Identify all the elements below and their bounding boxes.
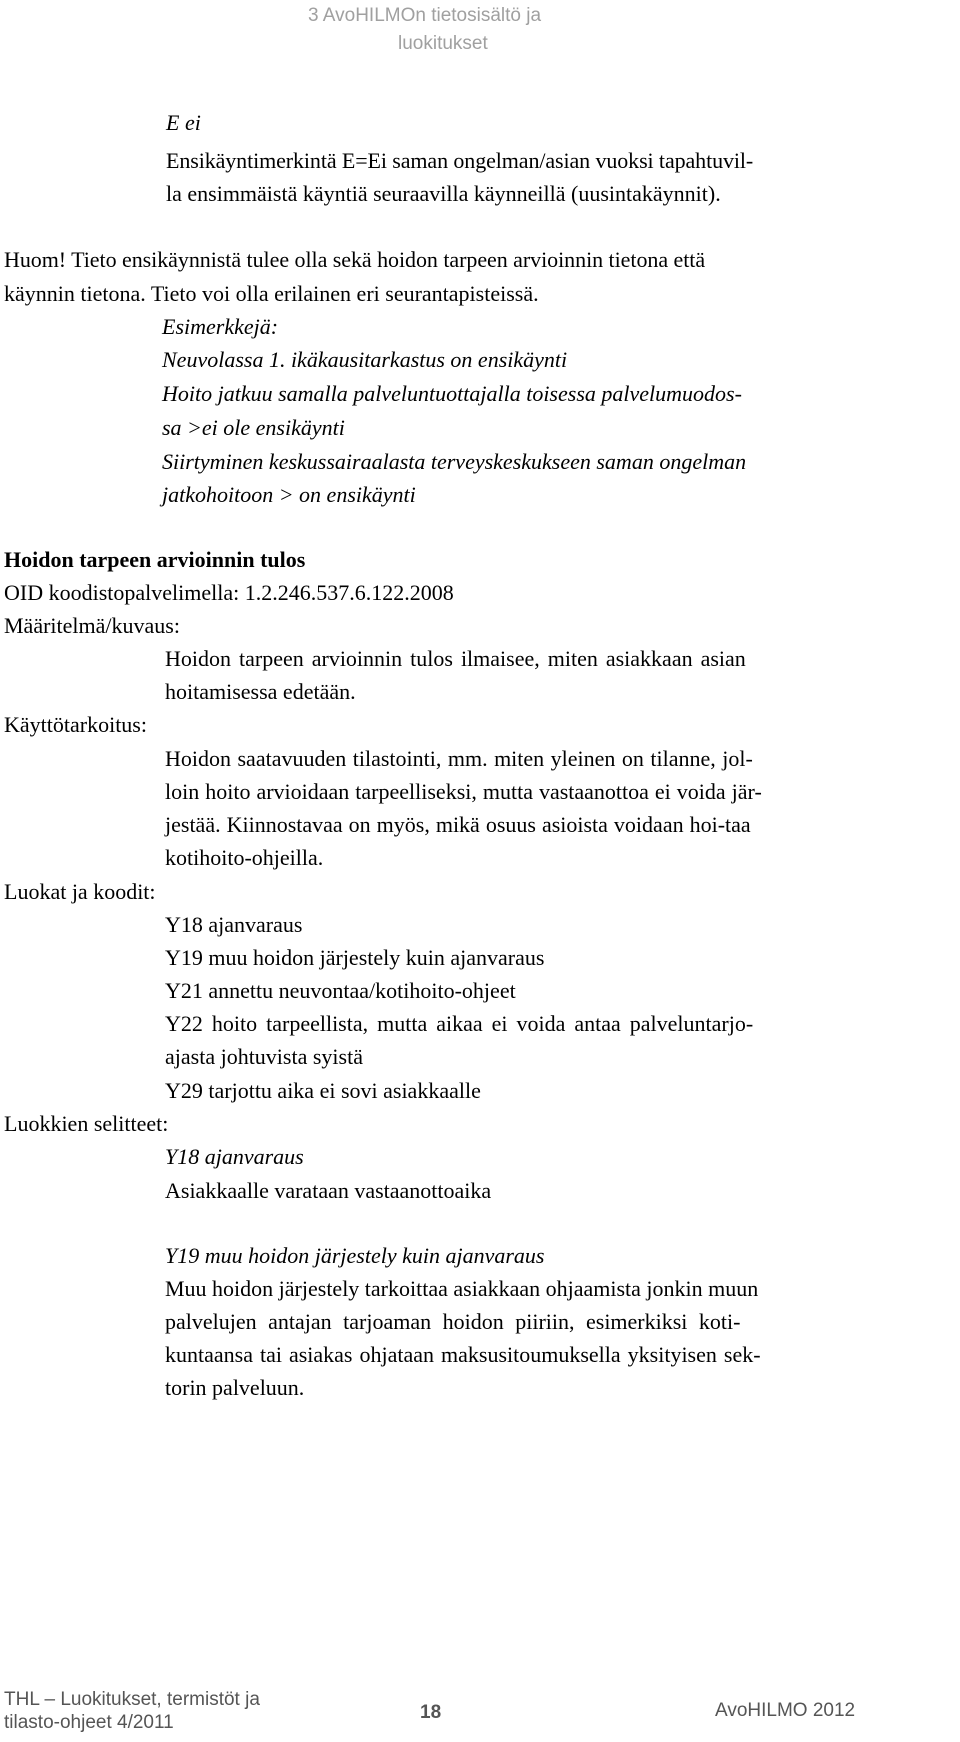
footer-left-line2: tilasto-ohjeet 4/2011 xyxy=(4,1712,174,1733)
running-header xyxy=(308,2,541,58)
code-item: Y19 muu hoidon järjestely kuin ajanvaraus xyxy=(165,945,545,970)
ei-text-line2: la ensimmäistä käyntiä seuraavilla käynneillä (uusintakäynnit). xyxy=(166,181,721,206)
definition-line: Hoidon tarpeen arvioinnin tulos ilmaisee, miten asiakkaan asian xyxy=(165,646,746,671)
running-header-line2: luokitukset xyxy=(398,33,488,54)
y18-title: Y18 ajanvaraus xyxy=(165,1144,304,1169)
y19-line: Muu hoidon järjestely tarkoittaa asiakkaan ohjaamista jonkin muun xyxy=(165,1276,759,1301)
purpose-line: jestää. Kiinnostavaa on myös, mikä osuus asioista voidaan hoi-taa xyxy=(165,812,751,837)
definition-line: hoitamisessa edetään. xyxy=(165,679,356,704)
page-number: 18 xyxy=(420,1702,442,1723)
example-line: sa >ei ole ensikäynti xyxy=(162,415,345,440)
y19-line: torin palveluun. xyxy=(165,1375,305,1400)
purpose-label: Käyttötarkoitus: xyxy=(4,712,147,737)
code-item: Y18 ajanvaraus xyxy=(165,912,303,937)
code-item: Y29 tarjottu aika ei sovi asiakkaalle xyxy=(165,1078,481,1103)
section-title: Hoidon tarpeen arvioinnin tulos xyxy=(4,547,306,572)
purpose-line: kotihoito-ohjeilla. xyxy=(165,845,324,870)
ei-title: E ei xyxy=(166,110,201,135)
code-item: Y22 hoito tarpeellista, mutta aikaa ei voida antaa palveluntarjo- xyxy=(165,1011,754,1036)
example-line: Siirtyminen keskussairaalasta terveyskeskukseen saman ongelman xyxy=(162,449,747,474)
note-line2: käynnin tietona. Tieto voi olla erilainen eri seurantapisteissä. xyxy=(4,281,539,306)
footer-left-line1: THL – Luokitukset, termistöt ja xyxy=(4,1689,260,1710)
y19-title: Y19 muu hoidon järjestely kuin ajanvaraus xyxy=(165,1243,545,1268)
code-item: ajasta johtuvista syistä xyxy=(165,1044,363,1069)
footer-right: AvoHILMO 2012 xyxy=(715,1700,856,1721)
examples-heading: Esimerkkejä: xyxy=(162,314,279,339)
example-line: jatkohoitoon > on ensikäynti xyxy=(162,482,416,507)
example-line: Neuvolassa 1. ikäkausitarkastus on ensikäynti xyxy=(162,347,568,372)
running-header-line1: 3 AvoHILMOn tietosisältö ja xyxy=(308,5,542,26)
purpose-line: Hoidon saatavuuden tilastointi, mm. miten yleinen on tilanne, jol- xyxy=(165,746,753,771)
code-item: Y21 annettu neuvontaa/kotihoito-ohjeet xyxy=(165,978,516,1003)
explanations-label: Luokkien selitteet: xyxy=(4,1111,169,1136)
y19-line: palvelujen antajan tarjoaman hoidon piiriin, esimerkiksi koti- xyxy=(165,1309,741,1334)
note-line1: Huom! Tieto ensikäynnistä tulee olla sekä hoidon tarpeen arvioinnin tietona että xyxy=(4,247,706,272)
footer-left xyxy=(4,1688,260,1734)
definition-label: Määritelmä/kuvaus: xyxy=(4,613,180,638)
y18-text: Asiakkaalle varataan vastaanottoaika xyxy=(165,1178,492,1203)
purpose-line: loin hoito arvioidaan tarpeelliseksi, mutta vastaanottoa ei voida jär- xyxy=(165,779,762,804)
codes-label: Luokat ja koodit: xyxy=(4,879,156,904)
ei-text-line1: Ensikäyntimerkintä E=Ei saman ongelman/asian vuoksi tapahtuvil- xyxy=(166,148,754,173)
y19-line: kuntaansa tai asiakas ohjataan maksusitoumuksella yksityisen sek- xyxy=(165,1342,761,1367)
example-line: Hoito jatkuu samalla palveluntuottajalla toisessa palvelumuodos- xyxy=(162,381,742,406)
oid-line: OID koodistopalvelimella: 1.2.246.537.6.122.2008 xyxy=(4,580,454,605)
